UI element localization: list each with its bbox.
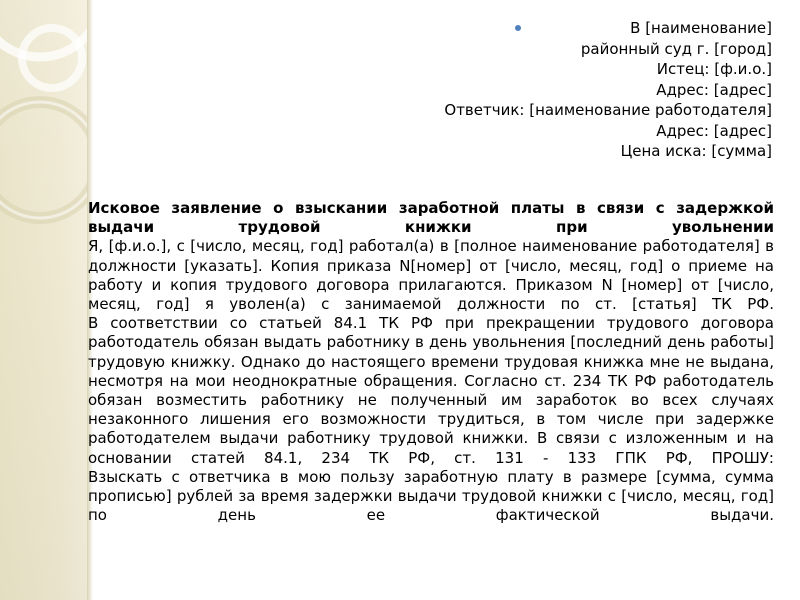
document-paragraph: Я, [ф.и.о.], с [число, месяц, год] работал(а) в [полное наименование работодателя] в должности [указать]. Копия приказа N[номер] от [число, месяц, год] о приеме на работу и копия трудового договора прилагаются. Приказом N [номер] от [число, месяц, год] я уволен(а) с занимаемой должности по ст. [статья] ТК РФ. [88, 237, 774, 314]
document-paragraph: Взыскать с ответчика в мою пользу заработную плату в размере [сумма, сумма прописью] рублей за время задержки выдачи трудовой книжки с [число, месяц, год] по день ее фактической выдачи. [88, 467, 774, 525]
header-line: Адрес: [адрес] [656, 80, 772, 99]
header-line: Цена иска: [сумма] [620, 142, 772, 160]
header-line: Адрес: [адрес] [656, 121, 772, 140]
decorative-side-panel [0, 0, 87, 600]
header-line: Истец: [ф.и.о.] [656, 60, 772, 78]
document-title: Исковое заявление о взыскании заработной платы в связи с задержкой выдачи трудовой книжки при увольнении [88, 199, 774, 237]
bullet-icon [515, 25, 521, 31]
header-line: районный суд г. [город] [580, 39, 772, 58]
document-paragraph: В соответствии со статьей 84.1 ТК РФ при прекращении трудового договора работодатель обязан выдать работнику в день увольнения [последний день работы] трудовую книжку. Однако до настоящего времени трудовая книжка мне не выдана, несмотря на мои неоднократные обращения. Согласно ст. 234 ТК РФ работодатель обязан возместить работнику не полученный им заработок во всех случаях незаконного лишения его возможности трудиться, в том числе при задержке работодателем выдачи работнику трудовой книжки. В связи с изложенным и на основании статей 84.1, 234 ТК РФ, ст. 131 - 133 ГПК РФ, ПРОШУ: [88, 314, 774, 467]
header-line: В [наименование] [352, 18, 772, 39]
document-body [88, 199, 774, 525]
address-header [352, 18, 772, 162]
decorative-rings [0, 0, 87, 600]
header-line: Ответчик: [наименование работодателя] [444, 101, 772, 119]
